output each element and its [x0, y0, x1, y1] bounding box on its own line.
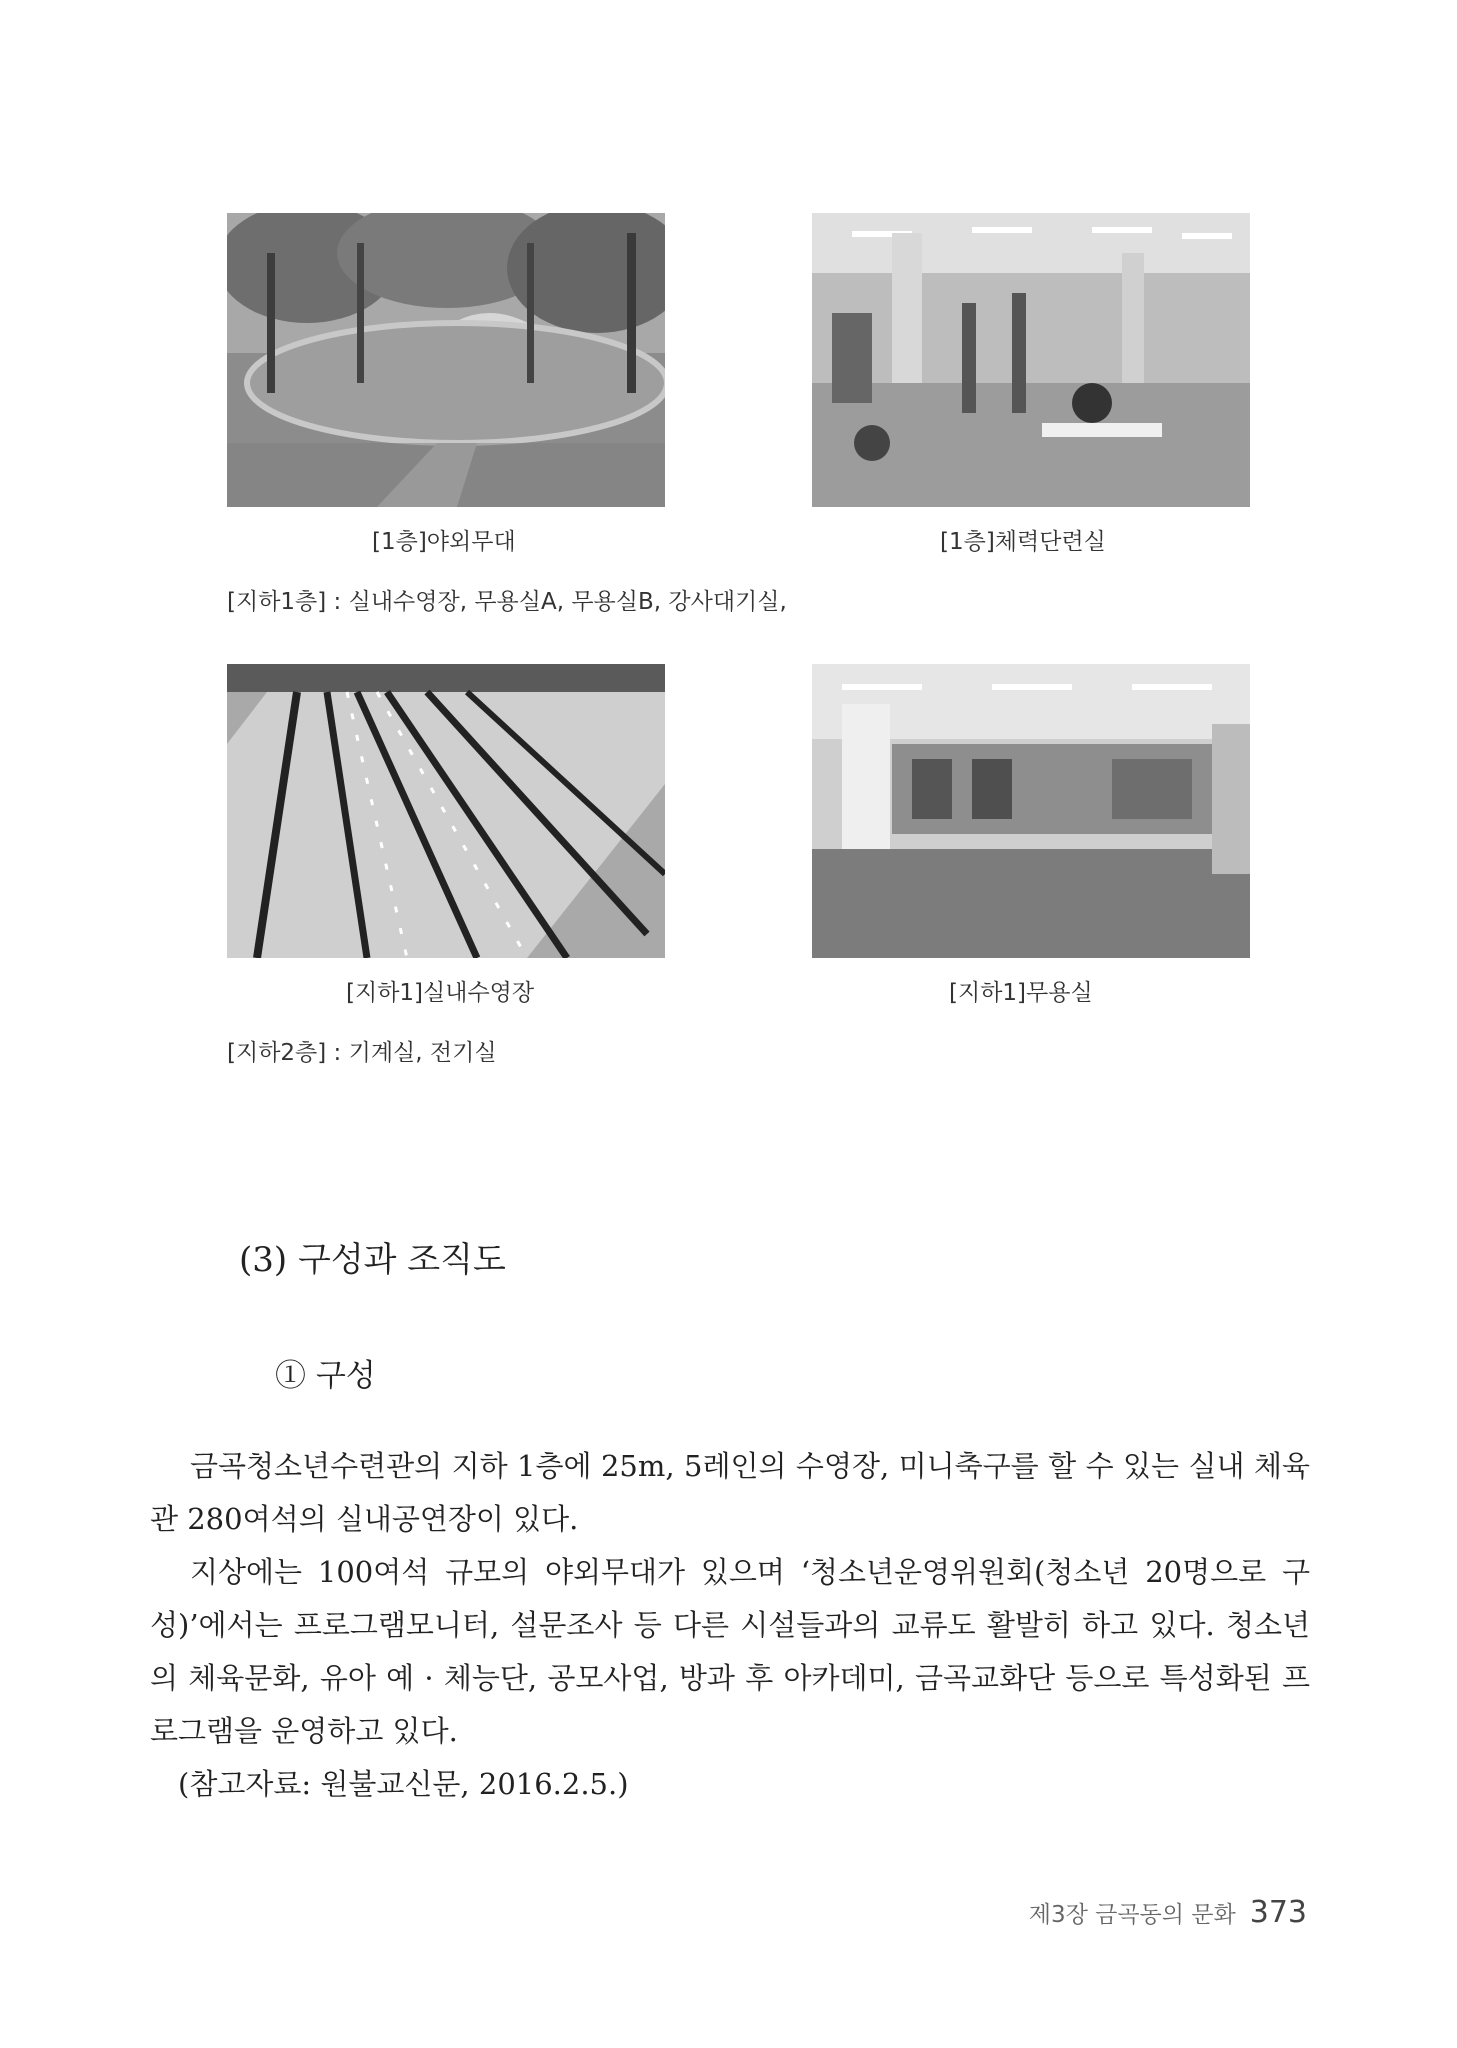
sub-heading: ① 구성	[275, 1358, 376, 1394]
section-heading: (3) 구성과 조직도	[239, 1240, 506, 1280]
outdoor-stage-caption: [1층]야외무대	[372, 529, 516, 555]
paragraph: 금곡청소년수련관의 지하 1층에 25m, 5레인의 수영장, 미니축구를 할 수 있는 실내 체육관 280여석의 실내공연장이 있다.	[150, 1449, 1310, 1536]
body-text	[150, 1440, 1310, 1811]
page-footer	[1029, 1895, 1307, 1930]
dance-room-photo	[812, 664, 1250, 958]
basement2-facility-list: [지하2층] : 기계실, 전기실	[227, 1040, 497, 1066]
reference-note: (참고자료: 원불교신문, 2016.2.5.)	[178, 1767, 629, 1801]
outdoor-stage-photo	[227, 213, 665, 507]
indoor-pool-photo	[227, 664, 665, 958]
chapter-title: 제3장 금곡동의 문화	[1028, 1902, 1236, 1928]
paragraph: 지상에는 100여석 규모의 야외무대가 있으며 ‘청소년운영위원회(청소년 20명으로 구성)’에서는 프로그램모니터, 설문조사 등 다른 시설들과의 교류도 활발히 하고 있다. 청소년의 체육문화, 유아 예 · 체능단, 공모사업, 방과 후 아카데미, 금곡교화단 등으로 특성화된 프로그램을 운영하고 있다.	[150, 1555, 1310, 1748]
fitness-room-caption: [1층]체력단련실	[940, 529, 1106, 555]
basement1-facility-list: [지하1층] : 실내수영장, 무용실A, 무용실B, 강사대기실,	[227, 589, 787, 615]
page-number: 373	[1249, 1895, 1307, 1930]
indoor-pool-caption: [지하1]실내수영장	[346, 980, 535, 1006]
fitness-room-photo	[812, 213, 1250, 507]
dance-room-caption: [지하1]무용실	[949, 980, 1093, 1006]
